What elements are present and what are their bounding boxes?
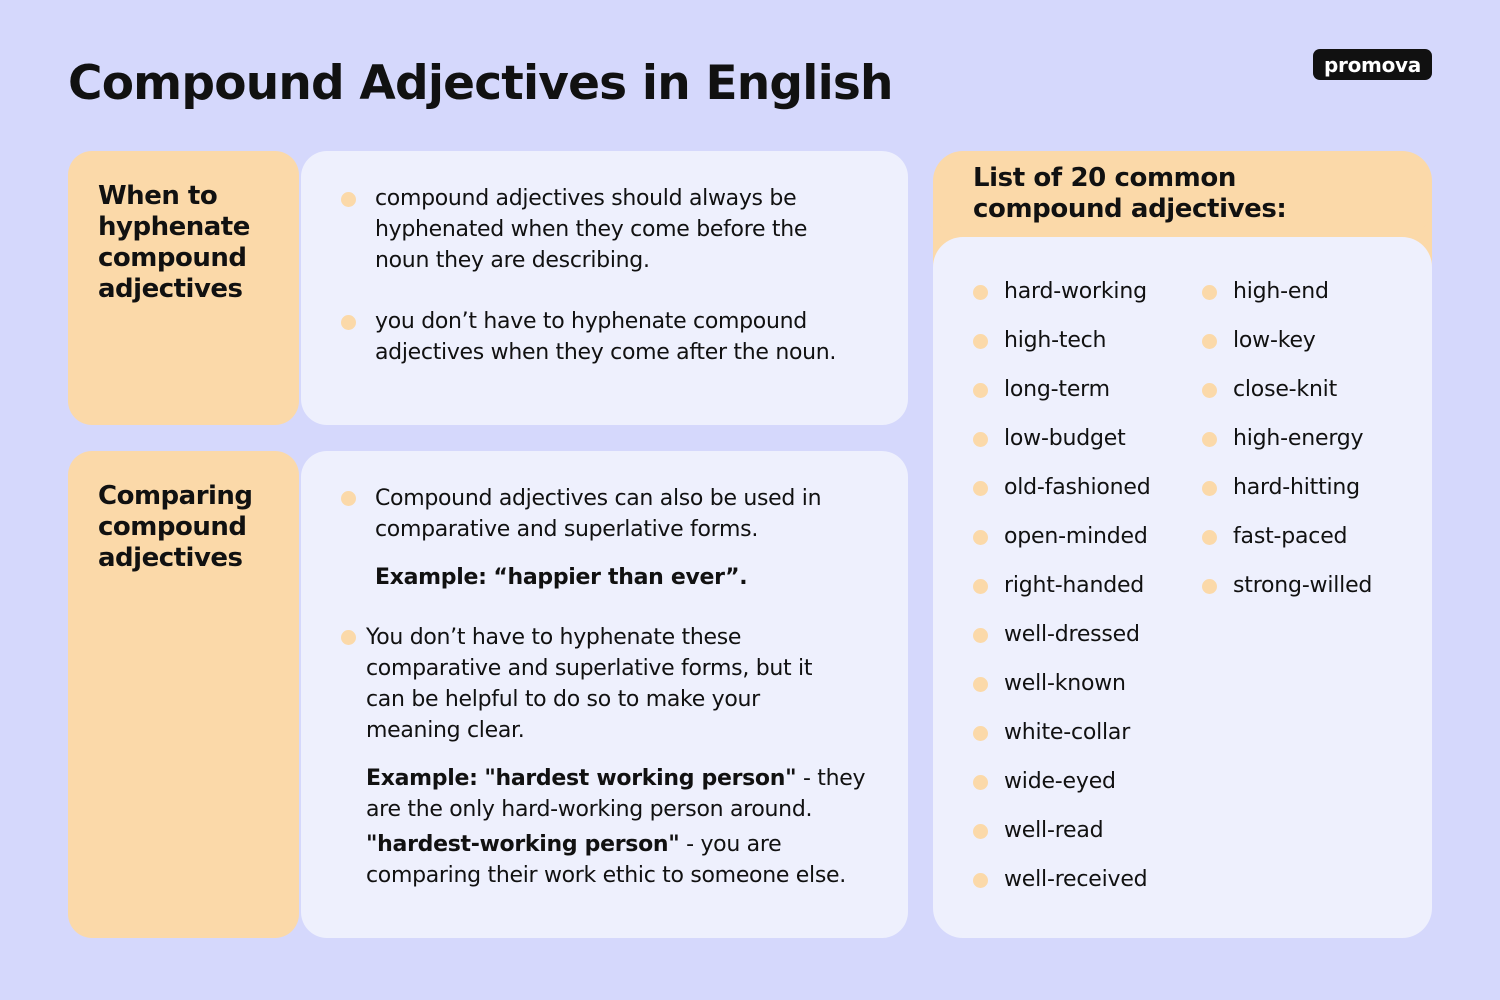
bullet-dot-icon (973, 432, 988, 447)
example-explanation-2: - you are comparing their work ethic to someone else. (366, 832, 846, 888)
list-item: wide-eyed (1004, 769, 1116, 794)
bullet-dot-icon (1202, 530, 1217, 545)
list-item: open-minded (1004, 524, 1148, 549)
section2-label: Comparing compound adjectives (98, 481, 253, 573)
bullet-dot-icon (973, 285, 988, 300)
bullet-dot-icon (341, 491, 356, 506)
section2-example-1 (375, 562, 855, 593)
section2-bullet-2: You don’t have to hyphenate these comparative and superlative forms, but it can be helpful to do so to make your meaning clear. (366, 625, 813, 743)
list-item: old-fashioned (1004, 475, 1151, 500)
bullet-dot-icon (341, 315, 356, 330)
list-item: hard-hitting (1233, 475, 1360, 500)
example-phrase-1: "hardest working person" (484, 766, 797, 791)
section1-content (301, 151, 908, 425)
list-item: well-known (1004, 671, 1126, 696)
bullet-dot-icon (973, 775, 988, 790)
example-label: Example: (375, 565, 487, 590)
bullet-dot-icon (1202, 383, 1217, 398)
list-item: well-received (1004, 867, 1148, 892)
example-phrase-2: "hardest-working person" (366, 832, 680, 857)
list-item: high-tech (1004, 328, 1107, 353)
section1-bullet-2: you don’t have to hyphenate compound adjectives when they come after the noun. (375, 309, 837, 365)
bullet-dot-icon (341, 630, 356, 645)
list-item: high-end (1233, 279, 1329, 304)
section1-bullet-1: compound adjectives should always be hyphenated when they come before the noun they are describing. (375, 186, 808, 273)
section2-label-box (68, 451, 299, 938)
section2-bullet-1: Compound adjectives can also be used in comparative and superlative forms. (375, 486, 822, 542)
list-item: low-budget (1004, 426, 1126, 451)
list-item: fast-paced (1233, 524, 1348, 549)
list-item: long-term (1004, 377, 1110, 402)
bullet-dot-icon (973, 530, 988, 545)
section2-content (301, 451, 908, 938)
bullet-dot-icon (1202, 285, 1217, 300)
list-item: close-knit (1233, 377, 1338, 402)
example-label: Example: (366, 766, 478, 791)
list-item: hard-working (1004, 279, 1147, 304)
adjective-list-box (933, 237, 1432, 938)
list-header: List of 20 common compound adjectives: (973, 163, 1287, 224)
section1-label: When to hyphenate compound adjectives (98, 181, 250, 304)
list-item: well-dressed (1004, 622, 1140, 647)
bullet-dot-icon (1202, 481, 1217, 496)
bullet-dot-icon (973, 383, 988, 398)
bullet-dot-icon (973, 334, 988, 349)
section2-example-2 (366, 763, 876, 825)
bullet-dot-icon (1202, 579, 1217, 594)
section1-label-box (68, 151, 299, 425)
bullet-dot-icon (973, 677, 988, 692)
bullet-dot-icon (1202, 432, 1217, 447)
bullet-dot-icon (973, 628, 988, 643)
list-item: white-collar (1004, 720, 1131, 745)
bullet-dot-icon (973, 481, 988, 496)
example-text: “happier than ever”. (493, 565, 748, 590)
bullet-dot-icon (973, 873, 988, 888)
page-title: Compound Adjectives in English (68, 56, 893, 111)
bullet-dot-icon (341, 192, 356, 207)
list-item: strong-willed (1233, 573, 1373, 598)
list-item: low-key (1233, 328, 1316, 353)
list-item: right-handed (1004, 573, 1145, 598)
bullet-dot-icon (973, 726, 988, 741)
list-header-box (933, 151, 1432, 237)
list-item: high-energy (1233, 426, 1364, 451)
promova-logo: promova (1313, 49, 1432, 80)
section2-example-3 (366, 829, 876, 891)
bullet-dot-icon (973, 579, 988, 594)
bullet-dot-icon (1202, 334, 1217, 349)
example-explanation-1: - they are the only hard-working person around. (366, 766, 866, 822)
list-item: well-read (1004, 818, 1104, 843)
bullet-dot-icon (973, 824, 988, 839)
